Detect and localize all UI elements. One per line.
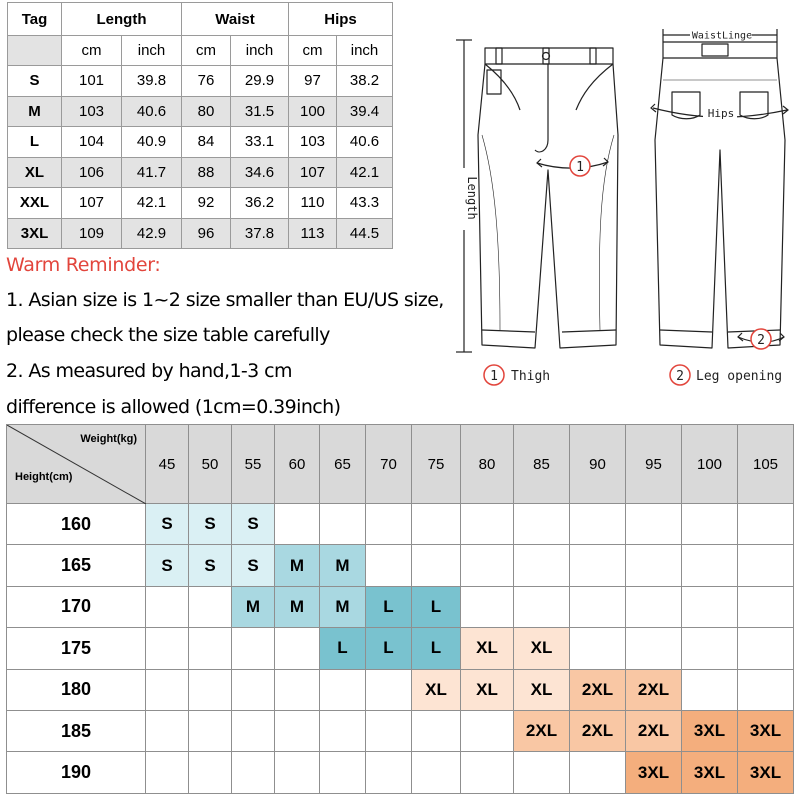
table-row <box>7 504 794 545</box>
legend-2-marker: 2 <box>676 369 684 384</box>
empty-cell <box>412 545 461 586</box>
empty-cell <box>366 504 412 545</box>
weight-axis-label: Weight(kg) <box>80 433 137 445</box>
table-row <box>7 710 794 751</box>
measurement-cell: 104 <box>62 127 122 158</box>
empty-cell <box>514 752 570 793</box>
empty-cell <box>626 504 682 545</box>
empty-cell <box>570 752 626 793</box>
empty-cell <box>8 36 62 66</box>
size-table-header-row <box>8 3 393 36</box>
empty-cell <box>514 545 570 586</box>
table-row <box>7 628 794 669</box>
empty-cell <box>232 628 275 669</box>
empty-cell <box>461 586 514 627</box>
size-cell: S <box>232 504 275 545</box>
measurement-cell: 34.6 <box>231 157 289 188</box>
size-cell: L <box>412 586 461 627</box>
empty-cell <box>514 586 570 627</box>
size-cell: 2XL <box>626 710 682 751</box>
size-tag-cell: 3XL <box>8 218 62 249</box>
empty-cell <box>461 710 514 751</box>
empty-cell <box>461 504 514 545</box>
empty-cell <box>189 669 232 710</box>
empty-cell <box>146 752 189 793</box>
measurement-cell: 42.9 <box>122 218 182 249</box>
size-tag-cell: L <box>8 127 62 158</box>
measurement-cell: 84 <box>182 127 231 158</box>
measurement-cell: 31.5 <box>231 96 289 127</box>
empty-cell <box>738 504 794 545</box>
empty-cell <box>320 752 366 793</box>
measurement-cell: 37.8 <box>231 218 289 249</box>
column-header: Hips <box>289 3 393 36</box>
empty-cell <box>275 710 320 751</box>
empty-cell <box>189 586 232 627</box>
empty-cell <box>682 628 738 669</box>
size-cell: S <box>189 545 232 586</box>
weight-header-cell: 65 <box>320 425 366 504</box>
table-row <box>8 157 393 188</box>
size-cell: S <box>146 504 189 545</box>
size-cell: M <box>232 586 275 627</box>
empty-cell <box>682 586 738 627</box>
empty-cell <box>146 628 189 669</box>
unit-cell: cm <box>289 36 337 66</box>
size-table <box>7 2 393 249</box>
measurement-cell: 38.2 <box>337 66 393 97</box>
measurement-cell: 110 <box>289 188 337 219</box>
size-tag-cell: XXL <box>8 188 62 219</box>
weight-header-cell: 55 <box>232 425 275 504</box>
empty-cell <box>366 752 412 793</box>
empty-cell <box>514 504 570 545</box>
size-cell: M <box>275 545 320 586</box>
table-row <box>7 752 794 793</box>
empty-cell <box>461 752 514 793</box>
size-tag-cell: XL <box>8 157 62 188</box>
table-row <box>8 218 393 249</box>
column-header: Tag <box>8 3 62 36</box>
height-cell: 165 <box>7 545 146 586</box>
measurement-cell: 106 <box>62 157 122 188</box>
back-pants-illustration <box>655 42 785 348</box>
legend-1-marker: 1 <box>490 369 498 384</box>
waist-label: WaistLinge <box>691 30 753 42</box>
size-cell: 2XL <box>570 710 626 751</box>
measurement-cell: 88 <box>182 157 231 188</box>
weight-header-cell: 50 <box>189 425 232 504</box>
unit-cell: inch <box>231 36 289 66</box>
measurement-cell: 40.6 <box>122 96 182 127</box>
table-row <box>8 127 393 158</box>
empty-cell <box>626 545 682 586</box>
size-cell: 2XL <box>570 669 626 710</box>
empty-cell <box>275 669 320 710</box>
legend-leg-opening: Leg opening <box>696 369 783 384</box>
reminder-line: difference is allowed (1cm=0.39inch) <box>6 396 341 418</box>
empty-cell <box>189 628 232 669</box>
size-cell: XL <box>514 628 570 669</box>
weight-header-cell: 105 <box>738 425 794 504</box>
hips-label: Hips <box>707 107 735 120</box>
empty-cell <box>738 545 794 586</box>
size-cell: L <box>366 628 412 669</box>
table-corner-header <box>7 425 146 504</box>
empty-cell <box>738 628 794 669</box>
empty-cell <box>738 669 794 710</box>
size-cell: XL <box>514 669 570 710</box>
measurement-cell: 42.1 <box>337 157 393 188</box>
table-row <box>8 188 393 219</box>
size-cell: 3XL <box>682 710 738 751</box>
front-pants-illustration <box>478 48 618 348</box>
measurement-cell: 103 <box>62 96 122 127</box>
size-cell: L <box>320 628 366 669</box>
empty-cell <box>412 504 461 545</box>
reminder-line: 1. Asian size is 1~2 size smaller than EU/US size, <box>6 289 444 311</box>
empty-cell <box>366 669 412 710</box>
weight-header-cell: 95 <box>626 425 682 504</box>
size-cell: M <box>320 586 366 627</box>
size-cell: XL <box>412 669 461 710</box>
height-cell: 185 <box>7 710 146 751</box>
size-table-units-row <box>8 36 393 66</box>
size-cell: M <box>320 545 366 586</box>
height-cell: 160 <box>7 504 146 545</box>
empty-cell <box>320 504 366 545</box>
empty-cell <box>189 710 232 751</box>
length-label: Length <box>465 176 479 220</box>
marker-1-label: 1 <box>576 160 584 175</box>
measurement-cell: 97 <box>289 66 337 97</box>
measurement-cell: 107 <box>289 157 337 188</box>
measurement-cell: 41.7 <box>122 157 182 188</box>
reminder-line: 2. As measured by hand,1-3 cm <box>6 360 292 382</box>
measurement-cell: 39.8 <box>122 66 182 97</box>
column-header: Waist <box>182 3 289 36</box>
reminder-title: Warm Reminder: <box>6 254 161 276</box>
measurement-cell: 40.9 <box>122 127 182 158</box>
unit-cell: inch <box>337 36 393 66</box>
weight-header-cell: 80 <box>461 425 514 504</box>
measurement-cell: 92 <box>182 188 231 219</box>
size-cell: S <box>189 504 232 545</box>
table-row <box>7 586 794 627</box>
empty-cell <box>570 504 626 545</box>
measurement-cell: 113 <box>289 218 337 249</box>
measurement-cell: 107 <box>62 188 122 219</box>
measurement-cell: 109 <box>62 218 122 249</box>
size-cell: 3XL <box>626 752 682 793</box>
size-cell: XL <box>461 669 514 710</box>
empty-cell <box>366 545 412 586</box>
measurement-cell: 103 <box>289 127 337 158</box>
empty-cell <box>682 504 738 545</box>
measurement-cell: 36.2 <box>231 188 289 219</box>
empty-cell <box>412 752 461 793</box>
unit-cell: cm <box>182 36 231 66</box>
measurement-cell: 39.4 <box>337 96 393 127</box>
marker-2-label: 2 <box>757 333 765 348</box>
measurement-cell: 100 <box>289 96 337 127</box>
weight-header-cell: 75 <box>412 425 461 504</box>
empty-cell <box>232 669 275 710</box>
empty-cell <box>232 752 275 793</box>
empty-cell <box>461 545 514 586</box>
measurement-cell: 101 <box>62 66 122 97</box>
weight-header-cell: 45 <box>146 425 189 504</box>
size-cell: S <box>232 545 275 586</box>
empty-cell <box>682 545 738 586</box>
measurement-cell: 43.3 <box>337 188 393 219</box>
measurement-cell: 40.6 <box>337 127 393 158</box>
weight-header-cell: 60 <box>275 425 320 504</box>
weight-header-cell: 70 <box>366 425 412 504</box>
weight-header-cell: 90 <box>570 425 626 504</box>
weight-header-cell: 100 <box>682 425 738 504</box>
measurement-cell: 29.9 <box>231 66 289 97</box>
size-cell: 3XL <box>738 752 794 793</box>
pants-measurement-diagram <box>450 20 795 390</box>
column-header: Length <box>62 3 182 36</box>
unit-cell: cm <box>62 36 122 66</box>
measurement-cell: 76 <box>182 66 231 97</box>
measurement-cell: 96 <box>182 218 231 249</box>
measurement-cell: 44.5 <box>337 218 393 249</box>
height-weight-size-table <box>6 424 794 794</box>
height-axis-label: Height(cm) <box>15 471 73 483</box>
height-cell: 175 <box>7 628 146 669</box>
height-cell: 170 <box>7 586 146 627</box>
height-cell: 180 <box>7 669 146 710</box>
empty-cell <box>738 586 794 627</box>
size-cell: L <box>366 586 412 627</box>
height-cell: 190 <box>7 752 146 793</box>
empty-cell <box>275 628 320 669</box>
size-cell: 2XL <box>514 710 570 751</box>
table-row <box>8 66 393 97</box>
table-row <box>7 669 794 710</box>
size-cell: 2XL <box>626 669 682 710</box>
empty-cell <box>275 752 320 793</box>
empty-cell <box>275 504 320 545</box>
empty-cell <box>366 710 412 751</box>
empty-cell <box>146 586 189 627</box>
empty-cell <box>570 545 626 586</box>
size-cell: S <box>146 545 189 586</box>
table-row <box>8 96 393 127</box>
measurement-cell: 33.1 <box>231 127 289 158</box>
empty-cell <box>570 628 626 669</box>
empty-cell <box>146 669 189 710</box>
empty-cell <box>626 628 682 669</box>
measurement-cell: 42.1 <box>122 188 182 219</box>
empty-cell <box>189 752 232 793</box>
size-tag-cell: S <box>8 66 62 97</box>
weight-header-cell: 85 <box>514 425 570 504</box>
table-row <box>7 545 794 586</box>
empty-cell <box>626 586 682 627</box>
empty-cell <box>320 669 366 710</box>
empty-cell <box>570 586 626 627</box>
empty-cell <box>232 710 275 751</box>
size-cell: 3XL <box>682 752 738 793</box>
empty-cell <box>146 710 189 751</box>
legend-thigh: Thigh <box>511 369 551 384</box>
size-cell: M <box>275 586 320 627</box>
empty-cell <box>320 710 366 751</box>
measurement-cell: 80 <box>182 96 231 127</box>
size-cell: 3XL <box>738 710 794 751</box>
reminder-line: please check the size table carefully <box>6 324 330 346</box>
size-cell: L <box>412 628 461 669</box>
empty-cell <box>412 710 461 751</box>
size-tag-cell: M <box>8 96 62 127</box>
empty-cell <box>682 669 738 710</box>
unit-cell: inch <box>122 36 182 66</box>
size-cell: XL <box>461 628 514 669</box>
